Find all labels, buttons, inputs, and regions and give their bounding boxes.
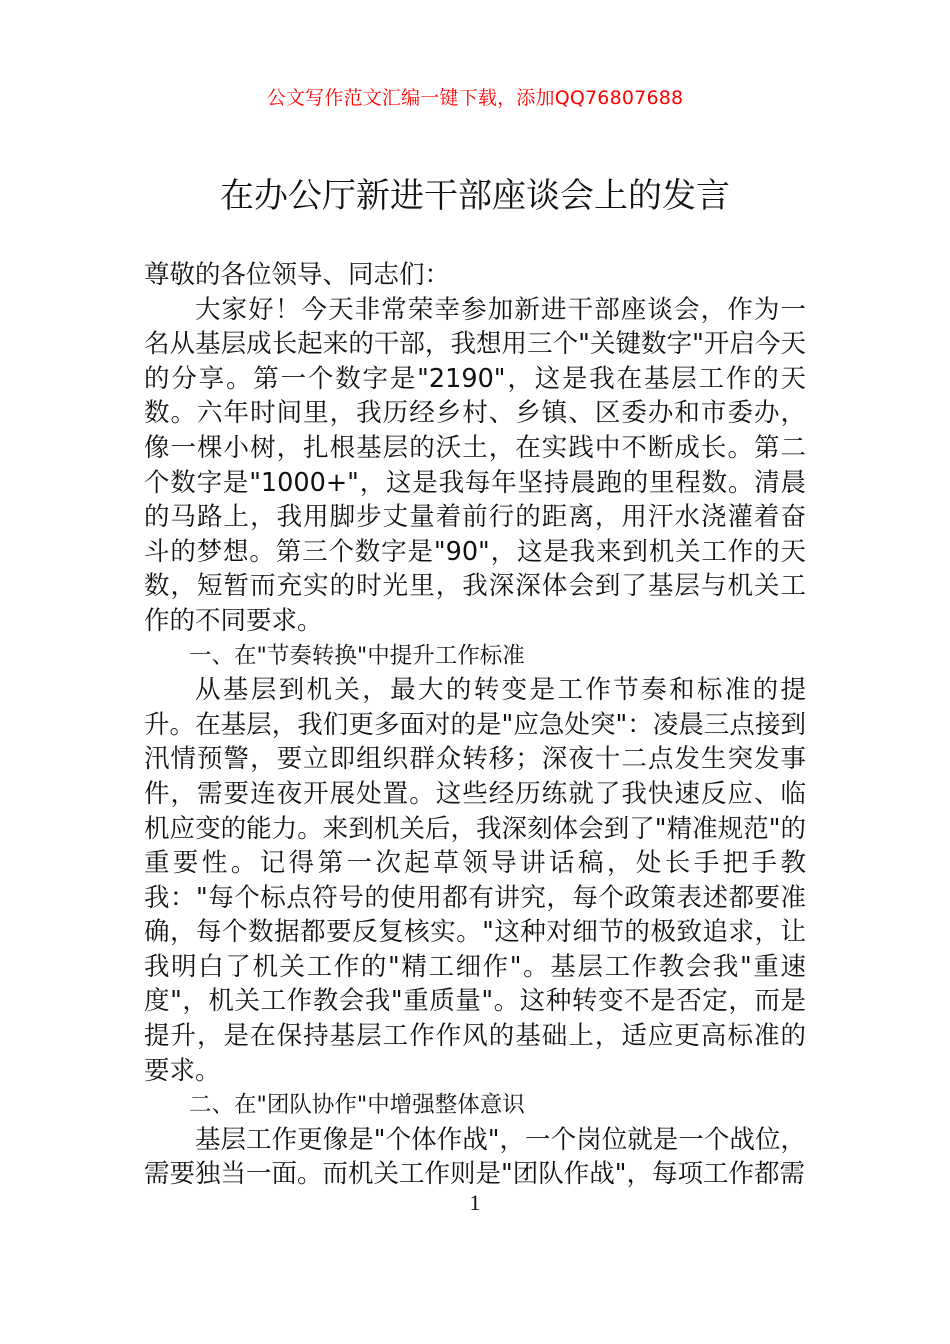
section-heading-2: 二、在"团队协作"中增强整体意识 [189, 1092, 525, 1119]
paragraph-section-1: 从基层到机关，最大的转变是工作节奏和标准的提升。在基层，我们更多面对的是"应急处突"：凌晨三点接到汛情预警，要立即组织群众转移；深夜十二点发生突发事件，需要连夜开展处置。这些经历练就了我快速反应、临机应变的能力。来到机关后，我深刻体会到了"精准规范"的重要性。记得第一次起草领导讲话稿，处长手把手教我："每个标点符号的使用都有讲究，每个政策表述都要准确，每个数据都要反复核实。"这种对细节的极致追求，让我明白了机关工作的"精工细作"。基层工作教会我"重速度"，机关工作教会我"重质量"。这种转变不是否定，而是提升，是在保持基层工作作风的基础上，适应更高标准的要求。 [144, 675, 806, 1086]
salutation: 尊敬的各位领导、同志们： [144, 260, 451, 290]
paragraph-intro: 大家好！今天非常荣幸参加新进干部座谈会，作为一名从基层成长起来的干部，我想用三个"关键数字"开启今天的分享。第一个数字是"2190"，这是我在基层工作的天数。六年时间里，我历经乡村、乡镇、区委办和市委办，像一棵小树，扎根基层的沃土，在实践中不断成长。第二个数字是"1000+"，这是我每年坚持晨跑的里程数。清晨的马路上，我用脚步丈量着前行的距离，用汗水浇灌着奋斗的梦想。第三个数字是"90"，这是我来到机关工作的天数，短暂而充实的时光里，我深深体会到了基层与机关工作的不同要求。 [144, 294, 806, 636]
document-title: 在办公厅新进干部座谈会上的发言 [220, 176, 730, 216]
page-number: 1 [469, 1190, 481, 1215]
header-download-note: 公文写作范文汇编一键下载，添加QQ76807688 [266, 87, 684, 109]
paragraph-section-2: 基层工作更像是"个体作战"，一个岗位就是一个战位，需要独当一面。而机关工作则是"团队作战"，每项工作都需 [144, 1124, 806, 1190]
document-body [144, 258, 806, 1192]
section-heading-1: 一、在"节奏转换"中提升工作标准 [189, 642, 525, 669]
